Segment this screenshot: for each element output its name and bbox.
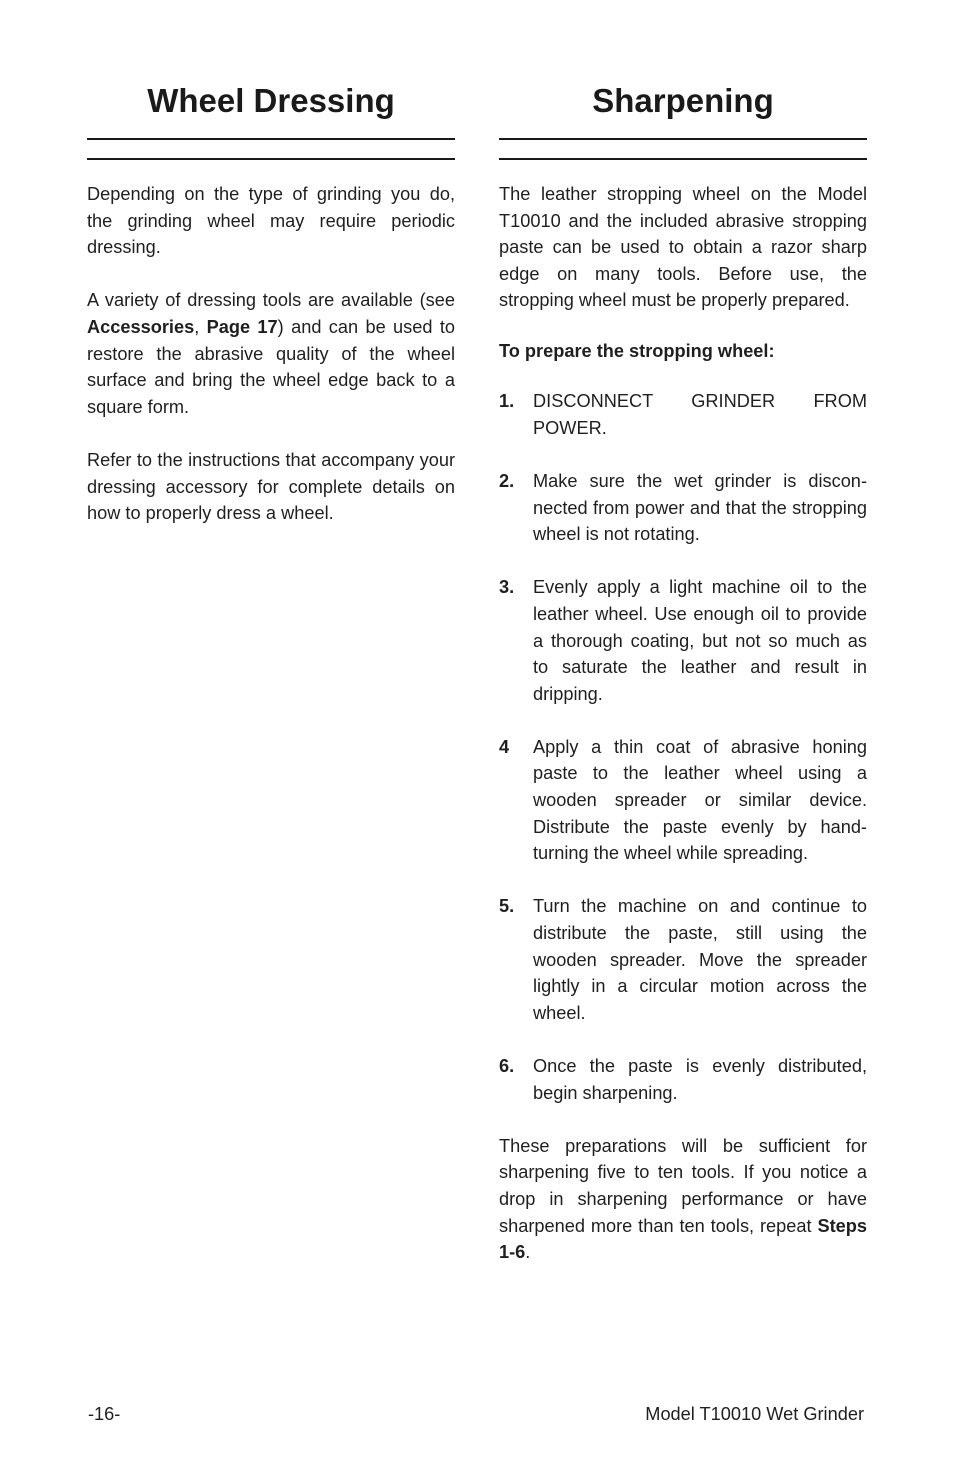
paragraph: These preparations will be sufficient for sharpening five to ten tools. If you notice a drop in sharpening performance or have sharpened more than ten tools, repeat Steps 1-6. — [499, 1135, 867, 1263]
step-item — [499, 468, 867, 548]
section-title-sharpening: Sharpening — [592, 82, 774, 119]
section-title-wheel-dressing: Wheel Dressing — [147, 82, 395, 119]
steps-reference: Steps 1-6 — [499, 1215, 867, 1263]
page-number: -16- — [88, 1404, 121, 1424]
step-number: 3. — [499, 577, 515, 598]
paragraph: A variety of dressing tools are available (see Accessories, Page 17) and can be used to restore the abrasive quality of the wheel surface and bring the wheel edge back to a square form. — [87, 290, 456, 417]
step-item — [499, 388, 867, 441]
title-rule-bottom — [87, 158, 455, 160]
paragraph: Depending on the type of grinding you do, the grinding wheel may require periodic dressing. — [87, 184, 455, 258]
title-rule-bottom — [499, 158, 867, 160]
step-item — [499, 1053, 867, 1106]
step-number: 1. — [499, 391, 515, 412]
step-item — [499, 574, 867, 707]
step-text: Turn the machine on and continue to distribute the paste, still using the wooden spreader. Move the spreader lightly in a circular motion across the wheel. — [533, 896, 867, 1023]
footer-model-name: Model T10010 Wet Grinder — [645, 1404, 864, 1424]
page-reference: Page 17 — [206, 316, 278, 337]
sharpening-body — [499, 181, 867, 1292]
step-number: 5. — [499, 896, 515, 917]
step-text: Make sure the wet grinder is disconnected from power and that the stropping wheel is not rotating. — [533, 470, 867, 545]
title-rule-top — [499, 138, 867, 140]
step-text: Evenly apply a light machine oil to the leather wheel. Use enough oil to provide a thorough coating, but not so much as to saturate the leather and result in dripping. — [533, 577, 867, 704]
title-rule-top — [87, 138, 455, 140]
step-text: Once the paste is evenly distributed, begin sharpening. — [533, 1056, 867, 1103]
paragraph: The leather stropping wheel on the Model T10010 and the included abrasive stropping paste can be used to obtain a razor sharp edge on many tools. Before use, the stropping wheel must be properly prepared. — [499, 184, 867, 311]
step-text: DISCONNECT GRINDER FROM POWER. — [533, 391, 867, 438]
step-text: Apply a thin coat of abrasive honing paste to the leather wheel using a wooden spreader or similar device. Distribute the paste evenly by hand-turning the wheel while spreading. — [533, 736, 867, 864]
step-number: 2. — [499, 470, 515, 491]
step-item — [499, 893, 867, 1026]
wheel-dressing-body — [87, 181, 455, 553]
step-item — [499, 734, 867, 867]
paragraph: Refer to the instructions that accompany your dressing accessory for complete details on how to properly dress a wheel. — [87, 449, 455, 524]
step-number: 6. — [499, 1056, 515, 1076]
accessories-reference: Accessories — [87, 316, 195, 337]
step-number: 4 — [499, 736, 510, 757]
subheading: To prepare the stropping wheel: — [499, 340, 775, 361]
